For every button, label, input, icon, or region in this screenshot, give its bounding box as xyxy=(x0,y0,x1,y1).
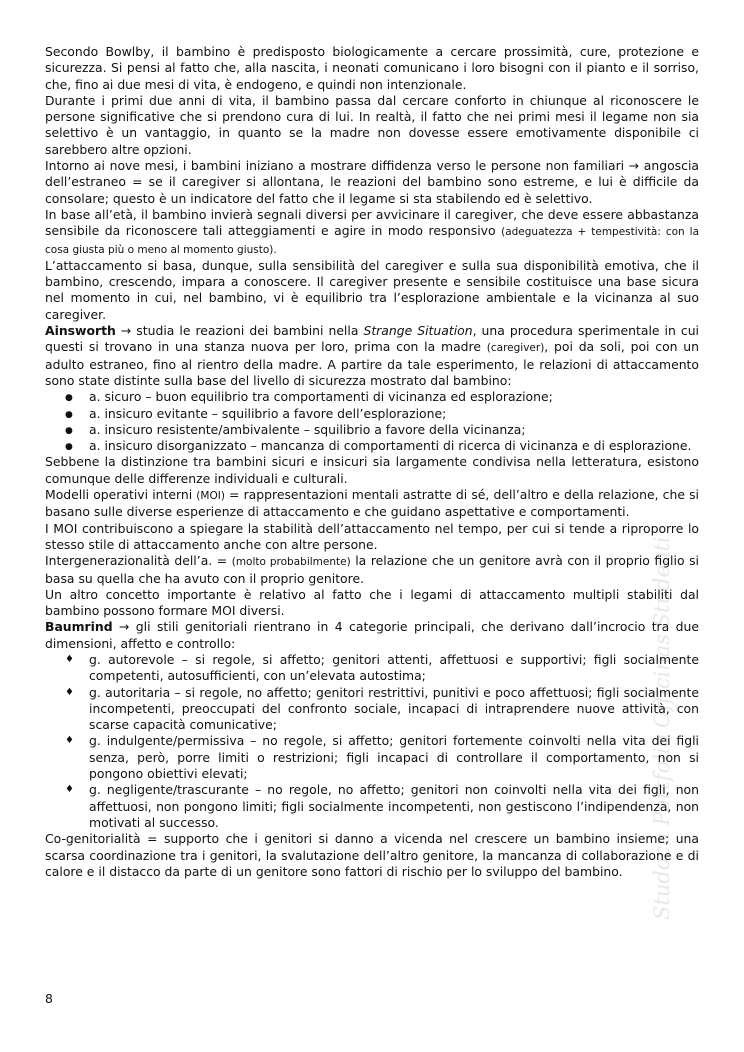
paragraph-secure-base: L’attaccamento si basa, dunque, sulla sensibilità del caregiver e sulla sua disponibilità emotiva, che il bambino, crescendo, impara a conoscere. Il caregiver presente e sensibile costituisce una base sicura nel momento in cui, nel bambino, vi è equilibrio tra l’esplorazione ambientale e la vicinanza al suo caregiver. xyxy=(45,257,699,322)
moi-text-b: = rappresentazioni mentali astratte di sé, dell’altro e della relazione, che si basano sulle diverse esperienze di attaccamento e che guidano aspettative e comportamenti. xyxy=(45,487,699,520)
ainsworth-caregiver-note: (caregiver) xyxy=(486,342,545,355)
signals-text: In base all’età, il bambino invierà segnali diversi per avvicinare il caregiver, che deve essere abbastanza sensibile da riconoscere tali atteggiamenti e agire in modo responsivo xyxy=(45,206,699,239)
page-number: 8 xyxy=(45,991,53,1006)
list-item xyxy=(45,422,699,438)
paragraph-ainsworth xyxy=(45,323,699,389)
intergenerational-note: (molto probabilmente) xyxy=(231,556,351,569)
list-item xyxy=(45,782,699,831)
list-item xyxy=(45,652,699,685)
list-item-text: a. sicuro – buon equilibrio tra comportamenti di vicinanza ed esplorazione; xyxy=(89,389,553,405)
list-item-text: a. insicuro resistente/ambivalente – squilibrio a favore della vicinanza; xyxy=(89,421,526,437)
list-item-text: g. negligente/trascurante – no regole, no affetto; genitori non coinvolti nella vita dei figli, non affettuosi, non pongono limiti; figli socialmente incompetenti, non gestiscono l’indipendenza, non motivati al successo. xyxy=(89,782,699,830)
paragraph-moi xyxy=(45,487,699,521)
paragraph-baumrind xyxy=(45,619,699,652)
paragraph-moi-stability: I MOI contribuiscono a spiegare la stabilità dell’attaccamento nel tempo, per cui si tende a riproporre lo stesso stile di attaccamento anche con altre persone. xyxy=(45,520,699,552)
list-item-text: a. insicuro disorganizzato – mancanza di comportamenti di ricerca di vicinanza e di esplorazione. xyxy=(89,438,692,454)
paragraph-first-years: Durante i primi due anni di vita, il bambino passa dal cercare conforto in chiunque al riconoscere le persone significative che si prendono cura di lui. In realtà, il fatto che nei primi mesi il legame non sia selettivo è un vantaggio, in quanto se la madre non dovesse essere emotivamente disponibile ci sarebbero altre opzioni. xyxy=(45,92,699,157)
intergenerational-text-a: Intergenerazionalità dell’a. = xyxy=(45,553,232,569)
attachment-types-list xyxy=(45,389,699,454)
paragraph-signals xyxy=(45,207,699,258)
paragraph-bowlby: Secondo Bowlby, il bambino è predisposto biologicamente a cercare prossimità, cure, protezione e sicurezza. Si pensi al fatto che, alla nascita, i neonati comunicano i loro bisogni con il pianto e il sorriso, che, fino ai due mesi di vita, è endogeno, e quindi non intenzionale. xyxy=(45,44,699,92)
moi-text-a: Modelli operativi interni xyxy=(45,487,197,503)
watermark: Studocu Portfolio Officinas Studenti xyxy=(650,536,674,920)
diamond-bullet-icon: ♦ xyxy=(65,653,74,665)
bullet-icon: ● xyxy=(65,442,73,453)
list-item xyxy=(45,733,699,782)
bullet-icon: ● xyxy=(65,393,73,404)
list-item xyxy=(45,685,699,734)
paragraph-intergenerational xyxy=(45,553,699,587)
document-body xyxy=(45,44,699,880)
diamond-bullet-icon: ♦ xyxy=(65,686,74,698)
strange-situation-term: Strange Situation xyxy=(363,323,473,339)
parenting-styles-list xyxy=(45,652,699,831)
list-item-text: a. insicuro evitante – squilibrio a favore dell’esplorazione; xyxy=(89,405,447,421)
ainsworth-text-a: → studia le reazioni dei bambini nella xyxy=(115,323,364,339)
bullet-icon: ● xyxy=(65,409,73,420)
signals-note: (adeguatezza + tempestività: con la cosa giusta più o meno al momento giusto). xyxy=(45,226,700,256)
baumrind-text: → gli stili genitoriali rientrano in 4 categorie principali, che derivano dall’incrocio tra due dimensioni, affetto e controllo: xyxy=(45,619,699,651)
intergenerational-text-b: la relazione che un genitore avrà con il proprio figlio si basa su quella che ha avuto con il proprio genitore. xyxy=(45,553,699,586)
list-item xyxy=(45,389,699,405)
bullet-icon: ● xyxy=(65,425,73,436)
list-item xyxy=(45,406,699,422)
diamond-bullet-icon: ♦ xyxy=(65,735,74,747)
baumrind-name: Baumrind xyxy=(45,619,113,635)
paragraph-co-parenting: Co-genitorialità = supporto che i genitori si danno a vicenda nel crescere un bambino insieme; una scarsa coordinazione tra i genitori, la svalutazione dell’altro genitore, la mancanza di collaborazione e di calore e il distacco da parte di un genitore sono fattori di rischio per lo sviluppo del bambino. xyxy=(45,831,699,879)
ainsworth-name: Ainsworth xyxy=(45,323,116,339)
list-item-text: g. indulgente/permissiva – no regole, si affetto; genitori fortemente coinvolti nella vita dei figli senza, però, porre limiti o restrizioni; figli incapaci di controllare il comportamento, non si pongono obiettivi elevati; xyxy=(89,733,699,782)
ainsworth-text-b: , una procedura sperimentale in cui questi si trovano in una stanza nuova per loro, prima con la madre xyxy=(45,323,699,355)
list-item-text: g. autorevole – si regole, si affetto; genitori attenti, affettuosi e supportivi; figli socialmente competenti, autosufficienti, con un’elevata autostima; xyxy=(89,651,699,684)
page xyxy=(45,44,699,880)
moi-abbreviation: (MOI) xyxy=(196,490,225,503)
diamond-bullet-icon: ♦ xyxy=(65,784,74,796)
paragraph-multiple-bonds: Un altro concetto importante è relativo al fatto che i legami di attaccamento multipli stabiliti dal bambino possono formare MOI diversi. xyxy=(45,586,699,619)
list-item xyxy=(45,438,699,454)
paragraph-nine-months: Intorno ai nove mesi, i bambini iniziano a mostrare diffidenza verso le persone non familiari → angoscia dell’estraneo = se il caregiver si allontana, le reazioni del bambino sono estreme, e lui è difficile da consolare; questo è un indicatore del fatto che il legame si sta stabilendo ed è selettivo. xyxy=(45,158,699,206)
paragraph-secure-insecure: Sebbene la distinzione tra bambini sicuri e insicuri sia largamente condivisa nella letteratura, esistono comunque delle differenze individuali e culturali. xyxy=(45,454,699,486)
list-item-text: g. autoritaria – si regole, no affetto; genitori restrittivi, punitivi e poco affettuosi; figli socialmente incompetenti, preoccupati del confronto sociale, incapaci di intraprendere nuove attività, con scarse capacità comunicative; xyxy=(89,684,699,733)
ainsworth-text-c: , poi da soli, poi con un adulto estraneo, fino al rientro della madre. A partire da tale esperimento, le relazioni di attaccamento sono state distinte sulla base del livello di sicurezza mostrato dal bambino: xyxy=(45,339,699,388)
